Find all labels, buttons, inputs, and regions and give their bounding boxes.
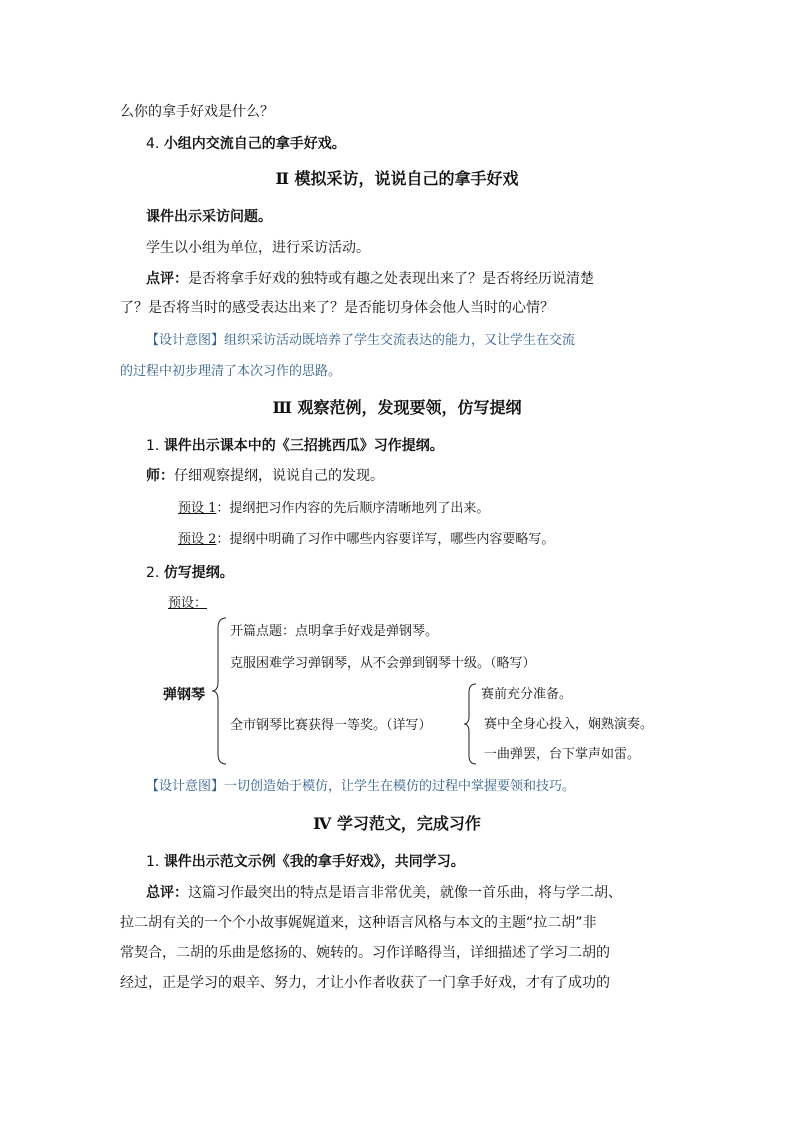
outline-branch-3: 全市钢琴比赛获得一等奖。（详写） <box>230 718 432 733</box>
section-2-comment <box>146 269 594 289</box>
preset-1-text: ：提纲把习作内容的先后顺序清晰地列了出来。 <box>216 501 490 516</box>
section-2-design-intent-line-2: 的过程中初步理清了本次习作的思路。 <box>120 364 342 379</box>
review-line-1 <box>146 883 622 903</box>
outline-sub-item-1: 赛前充分准备。 <box>481 687 573 702</box>
section-3-item-1 <box>146 436 444 456</box>
section-2-paragraph-2: 学生以小组为单位，进行采访活动。 <box>146 240 370 256</box>
outline-main-brace <box>210 616 230 766</box>
outline-root: 弹钢琴 <box>163 687 205 703</box>
review-text-line-4: 经过，正是学习的艰辛、努力，才让小作者收获了一门拿手好戏，才有了成功的 <box>120 975 610 991</box>
comment-label: 点评： <box>146 271 188 287</box>
teacher-prompt <box>146 466 384 486</box>
step-4-number: 4. <box>146 136 160 152</box>
outline-branch-2: 克服困难学习弹钢琴，从不会弹到钢琴十级。（略写） <box>230 656 536 671</box>
outline-branch-1: 开篇点题：点明拿手好戏是弹钢琴。 <box>230 624 439 639</box>
continued-paragraph-line: 么你的拿手好戏是什么？ <box>120 104 274 120</box>
section-2-paragraph-1: 课件出示采访问题。 <box>146 209 272 225</box>
item-2-text: 仿写提纲。 <box>163 565 234 581</box>
comment-text-line-1: 是否将拿手好戏的独特或有趣之处表现出来了？是否将经历说清楚 <box>188 271 594 287</box>
section-3-item-2 <box>146 563 234 583</box>
preset-2-text: ：提纲中明确了习作中哪些内容要详写，哪些内容要略写。 <box>216 532 555 547</box>
comment-text-line-2: 了？是否将当时的感受表达出来了？是否能切身体会他人当时的心情？ <box>120 300 554 316</box>
review-text-line-3: 常契合，二胡的乐曲是悠扬的、婉转的。习作详略得当，详细描述了学习二胡的 <box>120 945 610 961</box>
section-3-heading: Ⅲ 观察范例，发现要领，仿写提纲 <box>272 398 522 417</box>
preset-1 <box>178 499 489 519</box>
preset-1-label: 预设 1 <box>178 501 217 516</box>
section-4-item-1-text: 课件出示范文示例《我的拿手好戏》，共同学习。 <box>163 854 465 870</box>
preset-label: 预设： <box>168 596 208 611</box>
teacher-label: 师： <box>146 468 174 484</box>
teacher-text: 仔细观察提纲，说说自己的发现。 <box>174 468 384 484</box>
preset-2-label: 预设 2 <box>178 532 217 547</box>
step-4 <box>146 134 346 154</box>
item-2-number: 2. <box>146 565 160 581</box>
section-4-item-1-number: 1. <box>146 854 160 870</box>
section-4-item-1 <box>146 852 465 872</box>
section-3-design-intent: 【设计意图】一切创造始于模仿，让学生在模仿的过程中掌握要领和技巧。 <box>146 779 576 794</box>
step-4-text: 小组内交流自己的拿手好戏。 <box>163 136 346 152</box>
outline-sub-item-3: 一曲弹罢，台下掌声如雷。 <box>484 747 641 762</box>
outline-sub-item-2: 赛中全身心投入，娴熟演奏。 <box>484 717 654 732</box>
item-1-text: 课件出示课本中的《三招挑西瓜》习作提纲。 <box>163 438 444 454</box>
review-label: 总评： <box>146 885 188 901</box>
review-text-line-2: 拉二胡有关的一个个小故事娓娓道来，这种语言风格与本文的主题“拉二胡”非 <box>120 915 597 931</box>
outline-sub-brace <box>462 682 480 766</box>
review-text-line-1: 这篇习作最突出的特点是语言非常优美，就像一首乐曲，将与学二胡、 <box>188 885 622 901</box>
section-4-heading: Ⅳ 学习范文，完成习作 <box>313 814 481 833</box>
section-2-heading: Ⅱ 模拟采访，说说自己的拿手好戏 <box>275 169 519 188</box>
preset-2 <box>178 530 554 550</box>
item-1-number: 1. <box>146 438 160 454</box>
section-2-design-intent-line-1: 【设计意图】组织采访活动既培养了学生交流表达的能力，又让学生在交流 <box>146 333 576 348</box>
